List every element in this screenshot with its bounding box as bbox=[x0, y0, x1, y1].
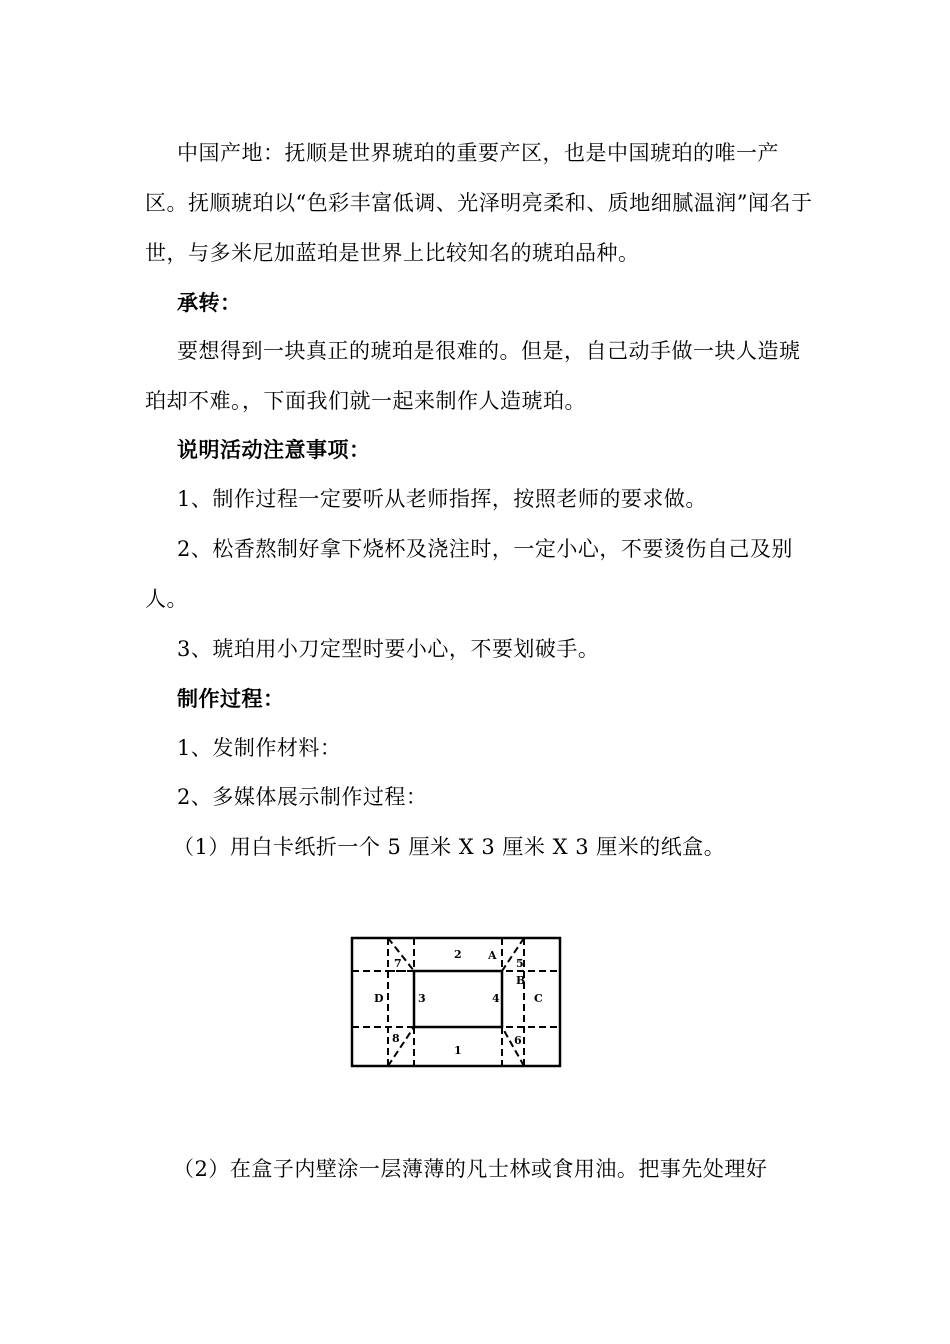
box-net-diagram bbox=[348, 934, 564, 1070]
safety-note-2: 2、松香熬制好拿下烧杯及浇注时，一定小心，不要烫伤自己及别人。 bbox=[145, 537, 793, 611]
safety-note-1: 1、制作过程一定要听从老师指挥，按照老师的要求做。 bbox=[177, 487, 707, 511]
process-step-2: 2、多媒体展示制作过程： bbox=[177, 785, 428, 809]
label-C: C bbox=[534, 992, 543, 1005]
label-D: D bbox=[374, 992, 384, 1005]
paragraph-amber-origin: 中国产地：抚顺是世界琥珀的重要产区，也是中国琥珀的唯一产区。抚顺琥珀以“色彩丰富低调、光泽明亮柔和、质地细腻温润”闻名于世，与多米尼加蓝珀是世界上比较知名的琥珀品种。 bbox=[145, 141, 813, 265]
heading-safety-notes: 说明活动注意事项： bbox=[177, 437, 371, 462]
process-step-1: 1、发制作材料： bbox=[177, 736, 342, 760]
label-3: 3 bbox=[418, 992, 426, 1005]
label-1: 1 bbox=[454, 1044, 462, 1057]
label-8: 8 bbox=[392, 1032, 400, 1045]
safety-note-3: 3、琥珀用小刀定型时要小心，不要划破手。 bbox=[177, 637, 600, 661]
label-A: A bbox=[488, 949, 497, 962]
inner-base bbox=[414, 971, 502, 1027]
heading-process: 制作过程： bbox=[177, 686, 285, 711]
label-4: 4 bbox=[492, 992, 500, 1005]
box-net-svg bbox=[348, 934, 564, 1070]
label-5: 5 bbox=[516, 957, 524, 970]
label-7: 7 bbox=[394, 957, 402, 970]
substep-2: （2）在盒子内壁涂一层薄薄的凡士林或食用油。把事先处理好 bbox=[173, 1157, 768, 1181]
paragraph-make-amber-intro: 要想得到一块真正的琥珀是很难的。但是，自己动手做一块人造琥珀却不难。，下面我们就一起来制作人造琥珀。 bbox=[145, 339, 801, 413]
substep-1: （1）用白卡纸折一个 5 厘米 X 3 厘米 X 3 厘米的纸盒。 bbox=[173, 835, 726, 859]
heading-transition: 承转： bbox=[177, 290, 242, 315]
label-B: B bbox=[516, 974, 526, 987]
label-2: 2 bbox=[454, 948, 462, 961]
label-6: 6 bbox=[514, 1034, 522, 1047]
